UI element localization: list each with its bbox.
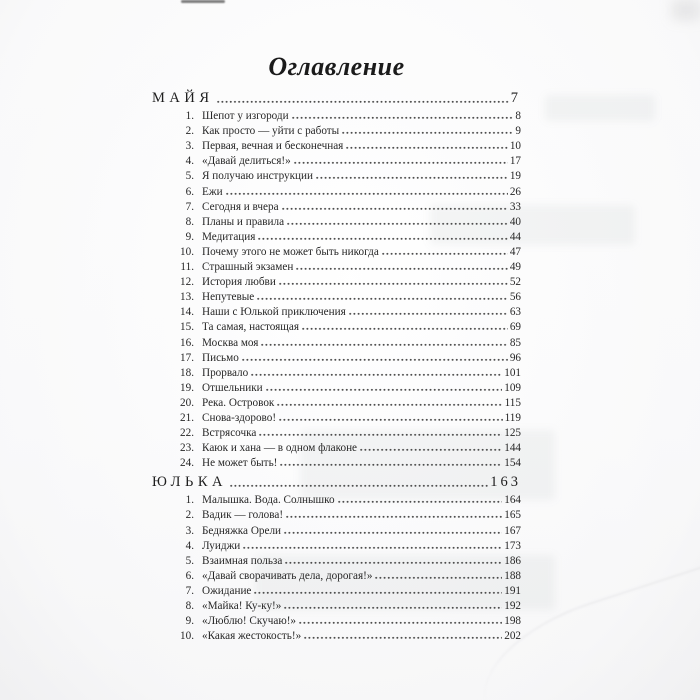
- dot-leader: [296, 266, 508, 271]
- dot-leader: [282, 206, 508, 211]
- entry-page: 192: [504, 600, 521, 612]
- dot-leader: [338, 499, 503, 504]
- entry-title: Вадик — голова!: [202, 509, 284, 522]
- toc-sections: [152, 88, 521, 642]
- entry-page: 26: [509, 185, 521, 198]
- entry-number: 12.: [180, 276, 194, 289]
- entry-number: 8.: [185, 600, 194, 612]
- entry-title: Отшельники: [202, 381, 263, 394]
- toc-entry-row: [152, 349, 521, 364]
- dot-leader: [258, 236, 507, 241]
- entry-number: 6.: [185, 569, 194, 582]
- dot-leader: [230, 483, 488, 488]
- entry-page: 144: [504, 442, 521, 455]
- dot-leader: [243, 545, 502, 550]
- entry-number: 7.: [185, 584, 194, 597]
- entry-page: 63: [509, 306, 521, 319]
- entry-number: 4.: [185, 539, 194, 552]
- entry-number: 14.: [180, 306, 194, 319]
- toc-entry-row: [152, 552, 521, 567]
- entry-page: 56: [509, 291, 521, 304]
- toc-entry-row: [152, 273, 521, 288]
- toc-entry-row: [152, 182, 521, 197]
- toc-entry-row: [152, 582, 521, 597]
- toc-entry-row: [152, 303, 521, 318]
- entry-page: 17: [509, 155, 521, 168]
- dot-leader: [280, 462, 502, 467]
- section-heading-label: МАЙЯ: [152, 90, 214, 106]
- dot-leader: [242, 357, 508, 362]
- section-heading-page: 163: [490, 474, 521, 491]
- page-showthrough: [545, 95, 655, 121]
- dot-leader: [304, 635, 502, 640]
- entry-title: Та самая, настоящая: [202, 321, 300, 334]
- entry-page: 109: [504, 381, 521, 394]
- toc-entry-row: [152, 213, 521, 228]
- entry-page: 96: [509, 351, 521, 364]
- entry-number: 17.: [180, 351, 194, 364]
- entry-number: 13.: [180, 291, 194, 304]
- dot-leader: [349, 311, 508, 316]
- entry-title: «Давай сворачивать дела, дорогая!»: [202, 569, 373, 582]
- dot-leader: [254, 590, 502, 595]
- entry-page: 33: [509, 200, 521, 213]
- entry-title: Река. Островок: [202, 396, 275, 409]
- entry-title: «Давай делиться!»: [202, 155, 291, 168]
- entry-title: Малышка. Вода. Солнышко: [202, 494, 335, 507]
- toc-entry-row: [152, 137, 521, 152]
- entry-title: Я получаю инструкции: [202, 170, 314, 183]
- toc-entry-row: [152, 152, 521, 167]
- entry-title: Непутевые: [202, 291, 255, 304]
- entry-number: 9.: [185, 230, 194, 243]
- toc-entry-row: [152, 409, 521, 424]
- entry-page: 154: [504, 457, 521, 470]
- entry-page: 173: [504, 539, 521, 552]
- entry-title: Планы и правила: [202, 215, 285, 228]
- toc-entry-row: [152, 454, 521, 469]
- dot-leader: [286, 514, 502, 519]
- dot-leader: [277, 402, 502, 407]
- entry-number: 2.: [185, 125, 194, 138]
- entry-title: Письмо: [202, 351, 239, 364]
- toc-entry-row: [152, 379, 521, 394]
- dot-leader: [257, 296, 508, 301]
- entry-number: 9.: [185, 615, 194, 628]
- entry-number: 16.: [180, 336, 194, 349]
- entry-title: «Люблю! Скучаю!»: [202, 615, 297, 628]
- toc-entry-row: [152, 107, 521, 122]
- entry-title: Прорвало: [202, 366, 249, 379]
- entry-page: 40: [509, 215, 521, 228]
- entry-title: Бедняжка Орели: [202, 524, 282, 537]
- entry-number: 20.: [180, 396, 194, 409]
- entry-title: Ожидание: [202, 584, 252, 597]
- entry-page: 52: [509, 276, 521, 289]
- entry-page: 167: [504, 524, 521, 537]
- section-entries: [152, 107, 521, 469]
- dot-leader: [360, 447, 502, 452]
- entry-page: 8: [515, 110, 521, 123]
- entry-title: Снова-здорово!: [202, 411, 277, 424]
- dot-leader: [292, 115, 514, 120]
- dot-leader: [251, 372, 502, 377]
- entry-page: 165: [504, 509, 521, 522]
- entry-page: 101: [504, 366, 521, 379]
- entry-number: 1.: [185, 494, 194, 507]
- dot-leader: [342, 130, 513, 135]
- section-heading-page: 7: [510, 90, 521, 106]
- entry-page: 188: [504, 569, 521, 582]
- dot-leader: [346, 145, 508, 150]
- dot-leader: [284, 530, 502, 535]
- dot-leader: [279, 417, 503, 422]
- dot-leader: [316, 175, 508, 180]
- dot-leader: [375, 575, 502, 580]
- dot-leader: [302, 326, 508, 331]
- entry-number: 7.: [185, 200, 194, 213]
- dot-leader: [294, 160, 508, 165]
- toc-entry-row: [152, 122, 521, 137]
- entry-number: 24.: [180, 457, 194, 470]
- table-of-contents: [152, 50, 521, 642]
- entry-title: Луиджи: [202, 539, 241, 552]
- entry-page: 19: [509, 170, 521, 183]
- toc-entry-row: [152, 439, 521, 454]
- entry-title: Страшный экзамен: [202, 261, 294, 274]
- page-title: Оглавление: [268, 52, 405, 81]
- section-heading-label: ЮЛЬКА: [152, 474, 227, 491]
- toc-entry-row: [152, 198, 521, 213]
- entry-number: 6.: [185, 185, 194, 198]
- entry-title: Наши с Юлькой приключения: [202, 306, 346, 319]
- entry-number: 21.: [180, 411, 194, 424]
- entry-page: 44: [509, 230, 521, 243]
- entry-page: 186: [504, 554, 521, 567]
- corner-shadow: [672, 0, 700, 20]
- toc-entry-row: [152, 258, 521, 273]
- toc-entry-row: [152, 537, 521, 552]
- entry-number: 8.: [185, 215, 194, 228]
- dot-leader: [226, 191, 508, 196]
- entry-number: 3.: [185, 524, 194, 537]
- toc-entry-row: [152, 167, 521, 182]
- toc-entry-row: [152, 333, 521, 348]
- entry-number: 19.: [180, 381, 194, 394]
- toc-entry-row: [152, 597, 521, 612]
- entry-number: 18.: [180, 366, 194, 379]
- dot-leader: [266, 387, 503, 392]
- entry-page: 191: [504, 584, 521, 597]
- entry-title: Медитация: [202, 230, 256, 243]
- scan-smudge: [181, 0, 225, 3]
- entry-page: 10: [509, 140, 521, 153]
- dot-leader: [299, 620, 502, 625]
- entry-title: Сегодня и вчера: [202, 200, 279, 213]
- entry-number: 10.: [180, 630, 194, 643]
- entry-title: «Майка! Ку-ку!»: [202, 600, 282, 612]
- toc-entry-row: [152, 288, 521, 303]
- toc-section: [152, 88, 521, 469]
- entry-number: 4.: [185, 155, 194, 168]
- entry-number: 5.: [185, 170, 194, 183]
- toc-entry-row: [152, 394, 521, 409]
- toc-entry-row: [152, 627, 521, 642]
- toc-section: [152, 472, 521, 642]
- entry-page: 9: [515, 125, 521, 138]
- entry-title: Не может быть!: [202, 457, 278, 470]
- entry-number: 10.: [180, 245, 194, 258]
- toc-entry-row: [152, 506, 521, 521]
- toc-entry-row: [152, 364, 521, 379]
- dot-leader: [259, 432, 502, 437]
- entry-title: История любви: [202, 276, 276, 289]
- toc-entry-row: [152, 243, 521, 258]
- toc-entry-row: [152, 228, 521, 243]
- entry-title: Встрясочка: [202, 427, 257, 440]
- entry-page: 49: [509, 261, 521, 274]
- entry-number: 3.: [185, 140, 194, 153]
- toc-entry-row: [152, 567, 521, 582]
- entry-title: Москва моя: [202, 336, 259, 349]
- toc-entry-row: [152, 424, 521, 439]
- dot-leader: [279, 281, 508, 286]
- entry-page: 47: [509, 245, 521, 258]
- toc-entry-row: [152, 612, 521, 627]
- entry-page: 69: [509, 321, 521, 334]
- toc-entry-row: [152, 491, 521, 506]
- entry-number: 22.: [180, 427, 194, 440]
- toc-entry-row: [152, 521, 521, 536]
- entry-page: 115: [504, 396, 521, 409]
- entry-page: 202: [504, 630, 521, 643]
- entry-number: 11.: [180, 261, 194, 274]
- dot-leader: [285, 560, 502, 565]
- section-heading: [152, 472, 521, 491]
- dot-leader: [284, 605, 502, 610]
- entry-title: Взаимная польза: [202, 554, 283, 567]
- entry-number: 23.: [180, 442, 194, 455]
- dot-leader: [261, 342, 507, 347]
- dot-leader: [287, 221, 508, 226]
- entry-number: 2.: [185, 509, 194, 522]
- section-heading: [152, 88, 521, 107]
- entry-page: 85: [509, 336, 521, 349]
- section-entries: [152, 491, 521, 642]
- entry-number: 1.: [185, 110, 194, 123]
- toc-entry-row: [152, 318, 521, 333]
- entry-title: Шепот у изгороди: [202, 110, 289, 123]
- dot-leader: [382, 251, 508, 256]
- entry-page: 198: [504, 615, 521, 628]
- entry-page: 119: [504, 411, 521, 424]
- dot-leader: [217, 99, 509, 104]
- entry-number: 15.: [180, 321, 194, 334]
- entry-page: 164: [504, 494, 521, 507]
- entry-title: Первая, вечная и бесконечная: [202, 140, 344, 153]
- entry-title: Как просто — уйти с работы: [202, 125, 340, 138]
- entry-title: Каюк и хана — в одном флаконе: [202, 442, 358, 455]
- entry-title: «Какая жестокость!»: [202, 630, 302, 643]
- entry-number: 5.: [185, 554, 194, 567]
- entry-title: Ежи: [202, 185, 223, 198]
- entry-page: 125: [504, 427, 521, 440]
- entry-title: Почему этого не может быть никогда: [202, 245, 379, 258]
